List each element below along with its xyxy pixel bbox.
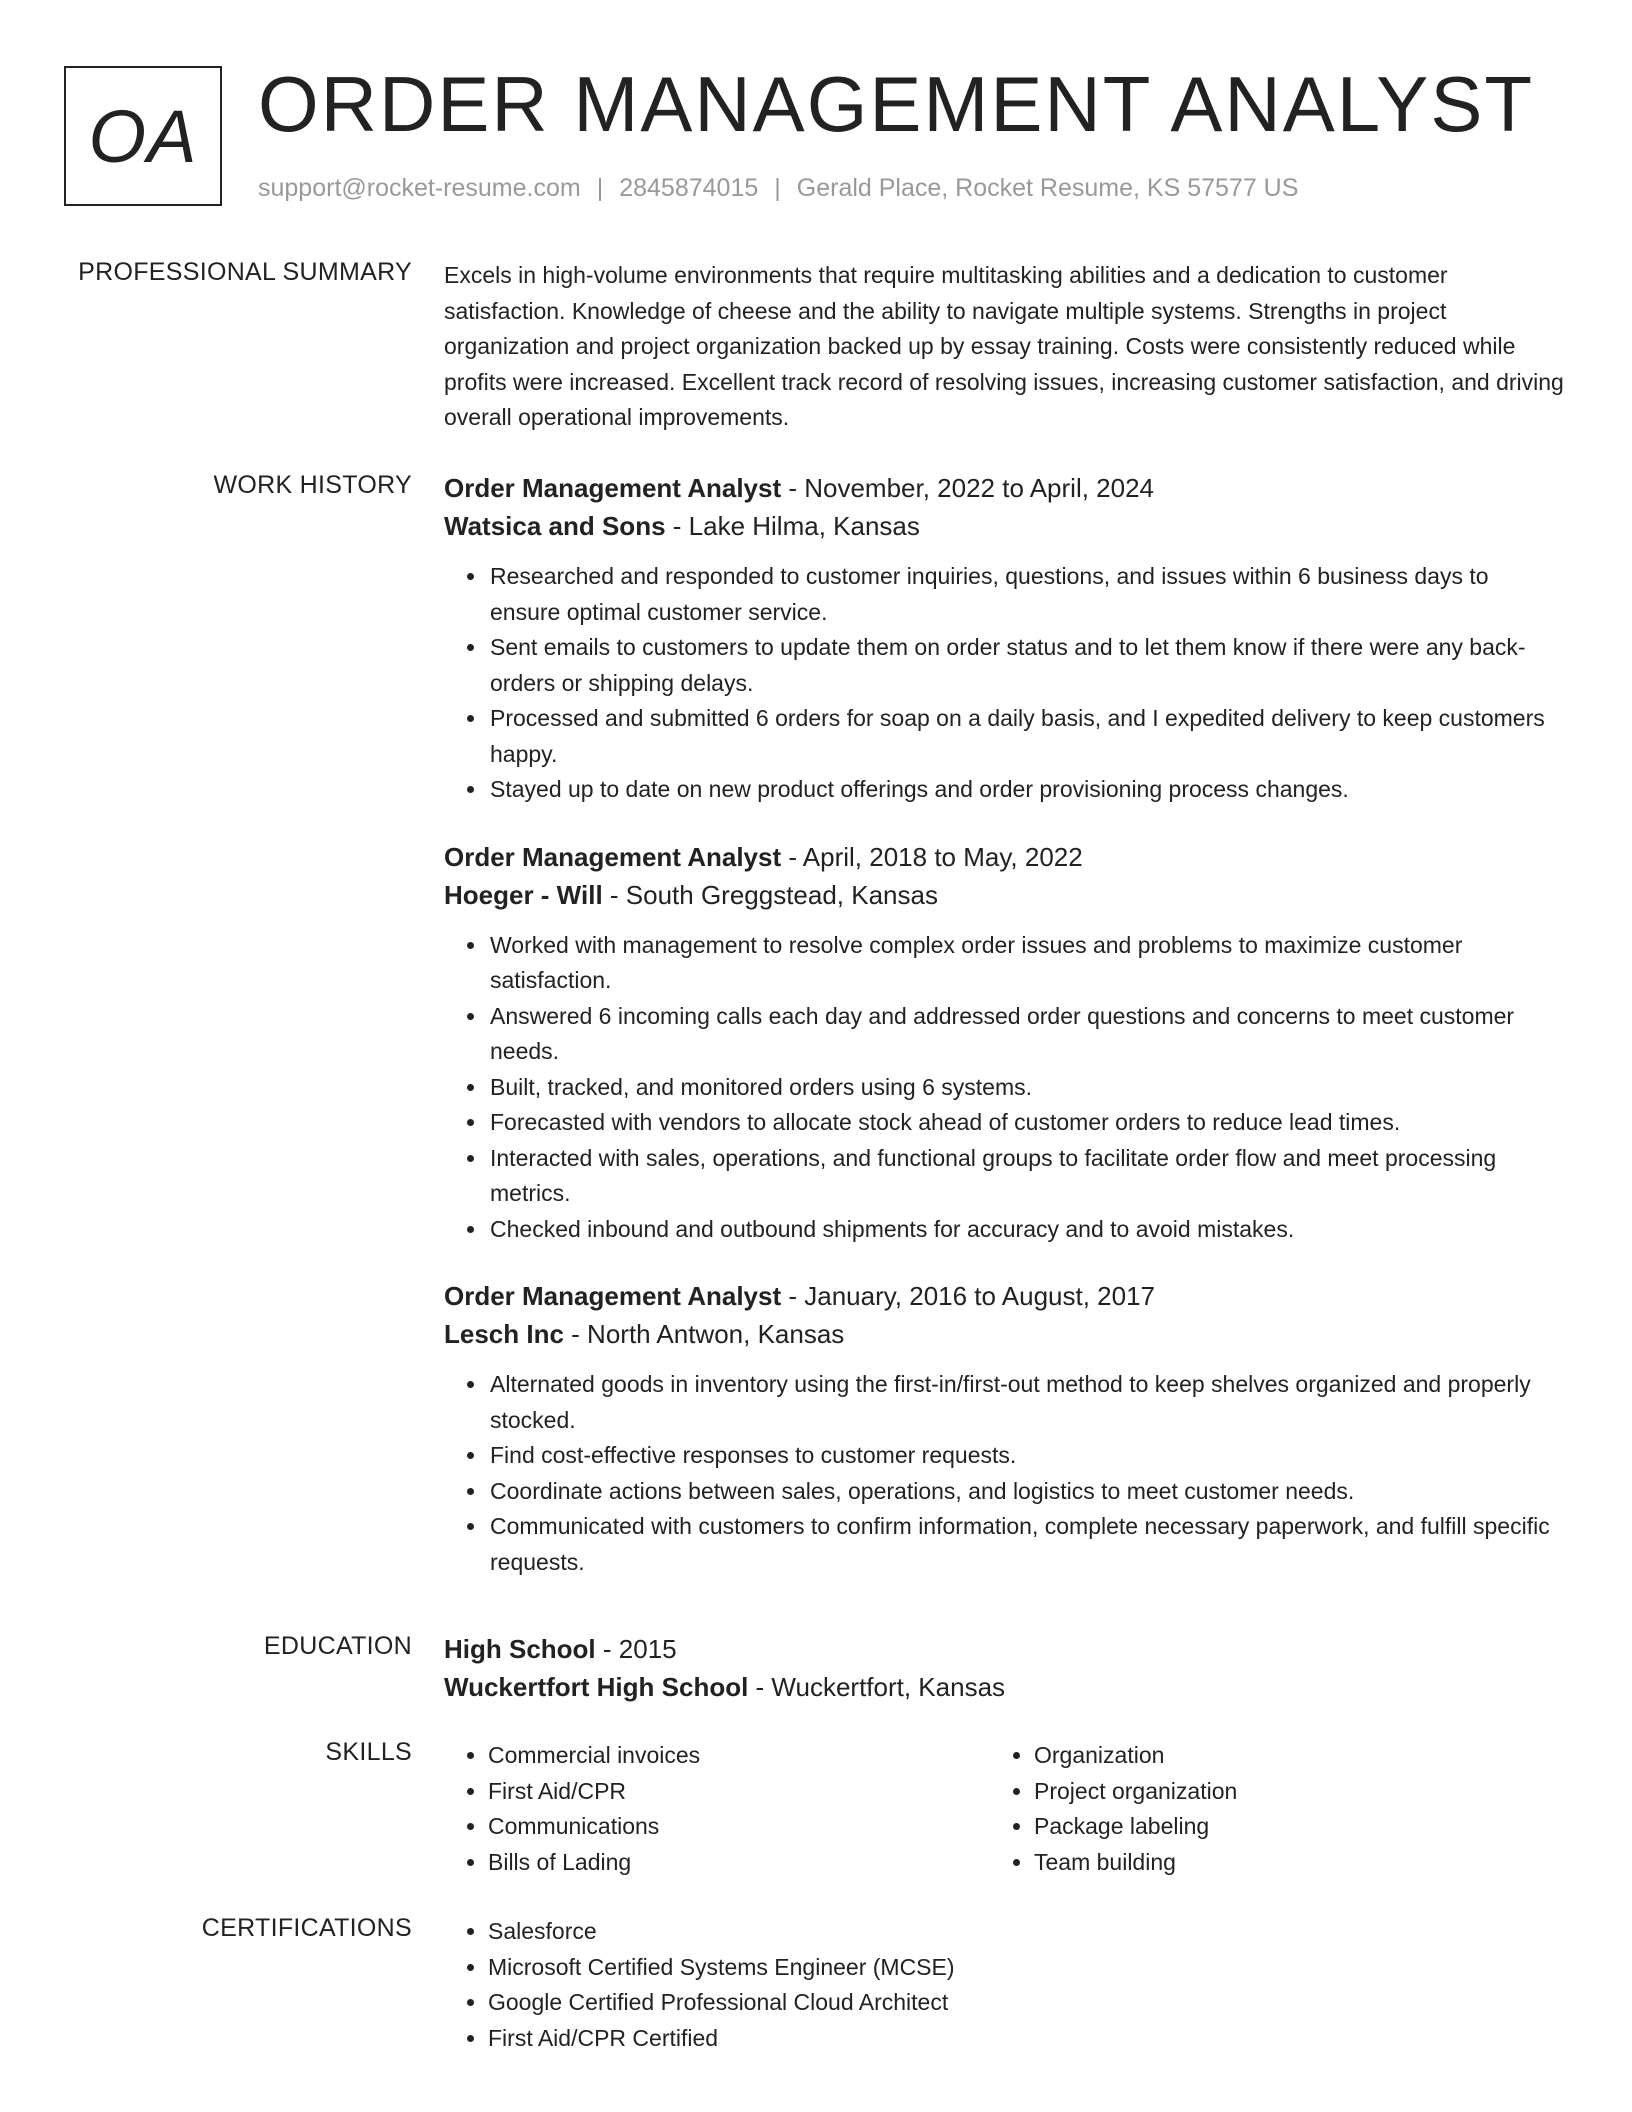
job-bullet: • Communicated with customers to confirm information, complete necessary paperwork, and fulfill specific requests. <box>488 1509 1564 1580</box>
job-company: Lesch Inc <box>444 1319 564 1349</box>
job-company-line <box>444 507 1564 545</box>
summary-heading: PROFESSIONAL SUMMARY <box>78 258 412 286</box>
job-entry <box>444 469 1564 808</box>
job-title: Order Management Analyst <box>444 1281 782 1311</box>
skill-item: • Package labeling <box>1034 1809 1536 1845</box>
job-bullet: • Interacted with sales, operations, and functional groups to facilitate order flow and meet processing metrics. <box>488 1141 1564 1212</box>
resume-title: ORDER MANAGEMENT ANALYST <box>258 60 1535 148</box>
contact-phone[interactable]: 2845874015 <box>619 174 759 202</box>
job-location: - South Greggstead, Kansas <box>602 879 938 910</box>
job-dates: - November, 2022 to April, 2024 <box>781 473 1155 503</box>
skill-item: • First Aid/CPR <box>488 1774 990 1810</box>
job-title-line <box>444 838 1564 876</box>
job-entry <box>444 1277 1564 1580</box>
skill-item: • Project organization <box>1034 1774 1536 1810</box>
monogram-badge <box>64 66 222 206</box>
skills-list-left <box>444 1738 990 1880</box>
job-location: - North Antwon, Kansas <box>563 1319 845 1349</box>
job-bullet: • Worked with management to resolve complex order issues and problems to maximize customer satisfaction. <box>488 928 1564 999</box>
job-bullet: • Answered 6 incoming calls each day and addressed order questions and concerns to meet customer needs. <box>488 999 1564 1070</box>
job-bullet: • Coordinate actions between sales, operations, and logistics to meet customer needs. <box>488 1474 1564 1510</box>
job-bullet: • Alternated goods in inventory using the first-in/first-out method to keep shelves organized and properly stocked. <box>488 1367 1564 1438</box>
education-degree-line <box>444 1630 1564 1668</box>
contact-separator: | <box>774 174 781 202</box>
certification-item: • Microsoft Certified Systems Engineer (MCSE) <box>488 1950 1564 1986</box>
skill-item: • Bills of Lading <box>488 1845 990 1881</box>
skills-list-right <box>990 1738 1536 1880</box>
job-dates: - January, 2016 to August, 2017 <box>781 1281 1156 1311</box>
certification-item: • Salesforce <box>488 1914 1564 1950</box>
skill-item: • Organization <box>1034 1738 1536 1774</box>
job-location: - Lake Hilma, Kansas <box>665 511 920 541</box>
education-school: Wuckertfort High School <box>444 1672 749 1702</box>
job-bullet: • Checked inbound and outbound shipments for accuracy and to avoid mistakes. <box>488 1212 1564 1248</box>
education-year: - 2015 <box>595 1634 677 1664</box>
skill-item: • Communications <box>488 1809 990 1845</box>
skills-heading: SKILLS <box>325 1738 412 1766</box>
education-heading: EDUCATION <box>263 1632 412 1660</box>
job-bullet: • Sent emails to customers to update them on order status and to let them know if there were any back-orders or shipping delays. <box>488 630 1564 701</box>
job-title-line <box>444 469 1564 507</box>
contact-line <box>258 174 1298 203</box>
education-location: - Wuckertfort, Kansas <box>748 1672 1006 1702</box>
summary-text: Excels in high-volume environments that require multitasking abilities and a dedication to customer satisfaction. Knowledge of cheese and the ability to navigate multiple systems. Strengths in project organization and project organization backed up by essay training. Costs were consistently reduced while profits were increased. Excellent track record of resolving issues, increasing customer satisfaction, and driving overall operational improvements. <box>444 262 1564 430</box>
certifications-heading: CERTIFICATIONS <box>201 1914 412 1942</box>
job-bullets <box>444 559 1564 808</box>
job-title-line <box>444 1277 1564 1315</box>
monogram-initials: OA <box>88 94 198 178</box>
job-bullet: • Researched and responded to customer inquiries, questions, and issues within 6 business days to ensure optimal customer service. <box>488 559 1564 630</box>
job-company-line <box>444 1315 1564 1353</box>
job-company: Hoeger - Will <box>444 879 603 910</box>
certification-item: • Google Certified Professional Cloud Architect <box>488 1985 1564 2021</box>
certifications-list <box>444 1914 1564 2056</box>
job-bullet: • Forecasted with vendors to allocate stock ahead of customer orders to reduce lead times. <box>488 1105 1564 1141</box>
job-bullet: • Processed and submitted 6 orders for soap on a daily basis, and I expedited delivery to keep customers happy. <box>488 701 1564 772</box>
job-dates: - April, 2018 to May, 2022 <box>781 841 1083 872</box>
skill-item: • Commercial invoices <box>488 1738 990 1774</box>
contact-address: Gerald Place, Rocket Resume, KS 57577 US <box>796 174 1299 202</box>
job-bullets <box>444 928 1564 1248</box>
job-title: Order Management Analyst <box>444 473 782 503</box>
job-title: Order Management Analyst <box>444 841 782 872</box>
job-bullet: • Built, tracked, and monitored orders using 6 systems. <box>488 1070 1564 1106</box>
work-history-heading: WORK HISTORY <box>213 471 412 499</box>
education-school-line <box>444 1668 1564 1706</box>
job-bullets <box>444 1367 1564 1580</box>
job-bullet: • Find cost-effective responses to customer requests. <box>488 1438 1564 1474</box>
certification-item: • First Aid/CPR Certified <box>488 2021 1564 2057</box>
job-company-line <box>444 876 1564 914</box>
job-company: Watsica and Sons <box>444 511 666 541</box>
skill-item: • Team building <box>1034 1845 1536 1881</box>
contact-separator: | <box>596 174 604 202</box>
contact-email[interactable]: support@rocket-resume.com <box>258 174 581 202</box>
education-degree: High School <box>444 1634 596 1664</box>
job-entry <box>444 838 1564 1248</box>
job-bullet: • Stayed up to date on new product offerings and order provisioning process changes. <box>488 772 1564 808</box>
